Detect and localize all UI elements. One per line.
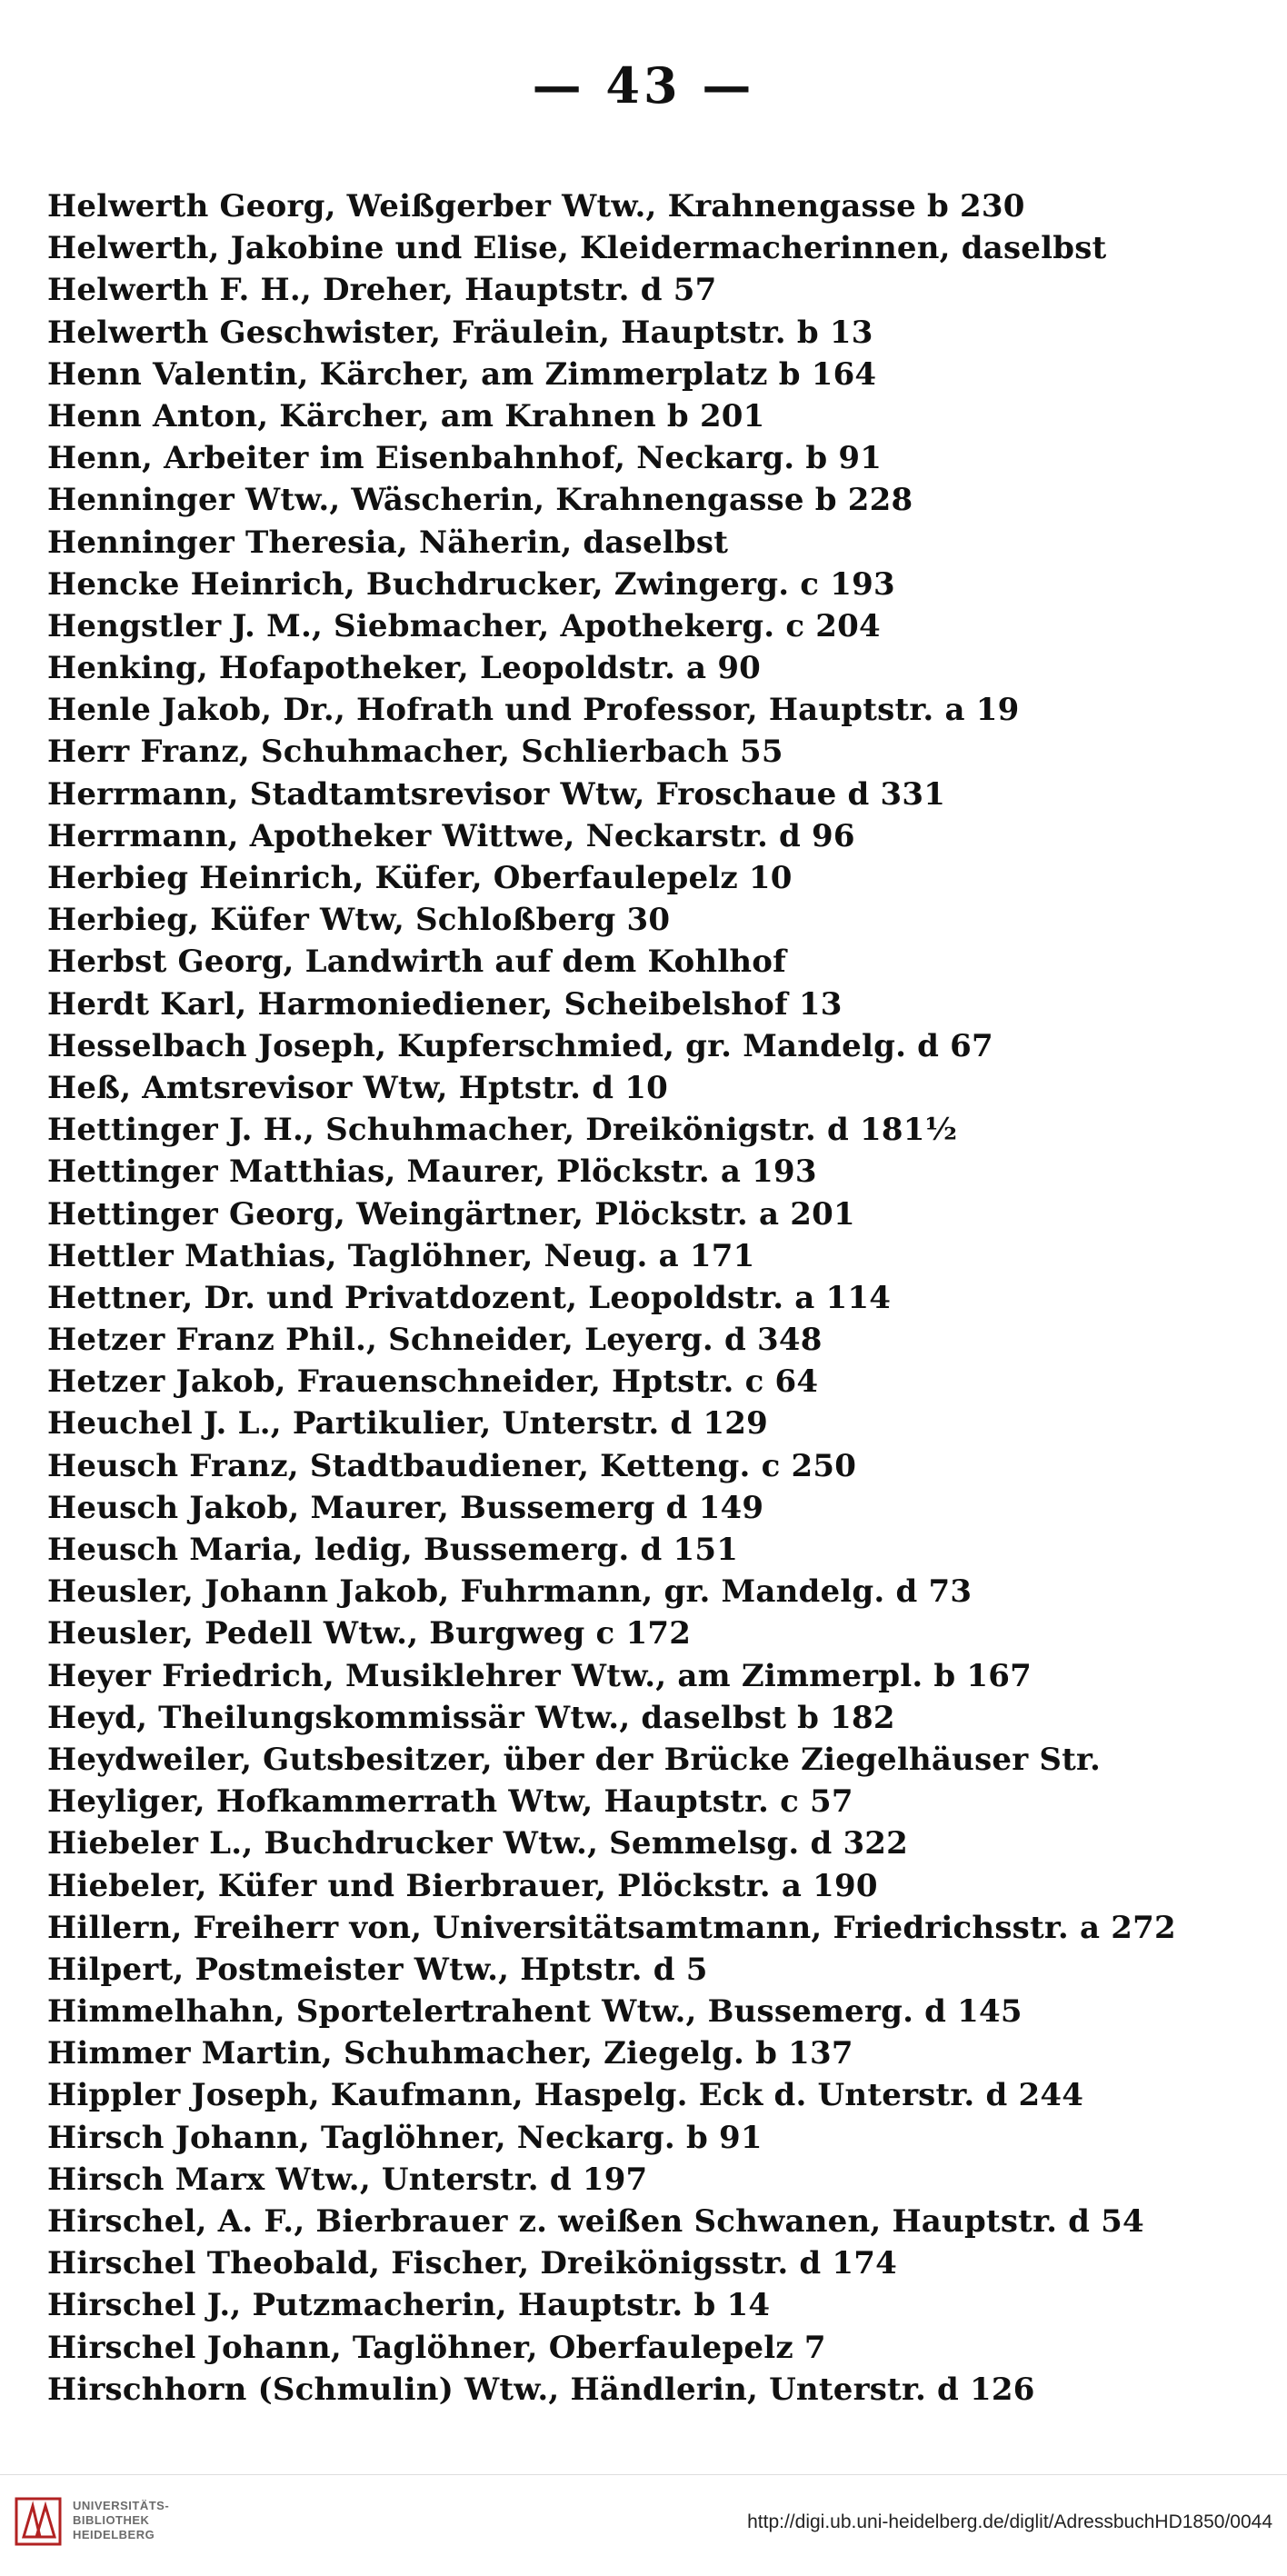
- directory-entry: Hirschel, A. F., Bierbrauer z. weißen Schwanen, Hauptstr. d 54: [47, 2203, 1144, 2240]
- directory-entry: Heyd, Theilungskommissär Wtw., daselbst b 182: [47, 1699, 895, 1736]
- directory-entry: Hettinger Georg, Weingärtner, Plöckstr. a 201: [47, 1195, 855, 1233]
- library-name-line-1: UNIVERSITÄTS-: [73, 2499, 170, 2512]
- directory-entry: Herr Franz, Schuhmacher, Schlierbach 55: [47, 734, 783, 771]
- directory-entry: Himmelhahn, Sportelertrahent Wtw., Bussemerg. d 145: [47, 1993, 1023, 2031]
- directory-entry: Herbieg, Küfer Wtw, Schloßberg 30: [47, 902, 671, 939]
- directory-entry: Hiebeler, Küfer und Bierbrauer, Plöckstr. a 190: [47, 1867, 878, 1904]
- directory-entry: Hengstler J. M., Siebmacher, Apothekerg. c 204: [47, 607, 881, 644]
- directory-entry: Henninger Wtw., Wäscherin, Krahnengasse b 228: [47, 482, 913, 519]
- directory-entry: Hiebeler L., Buchdrucker Wtw., Semmelsg. d 322: [47, 1825, 909, 1862]
- directory-entry: Heyer Friedrich, Musiklehrer Wtw., am Zimmerpl. b 167: [47, 1657, 1032, 1694]
- directory-entry: Henn Anton, Kärcher, am Krahnen b 201: [47, 397, 765, 434]
- directory-entry: Heydweiler, Gutsbesitzer, über der Brücke Ziegelhäuser Str.: [47, 1741, 1102, 1778]
- directory-entry: Herdt Karl, Harmoniediener, Scheibelshof 13: [47, 985, 843, 1023]
- directory-entry: Herbst Georg, Landwirth auf dem Kohlhof: [47, 944, 786, 981]
- directory-entry: Heuchel J. L., Partikulier, Unterstr. d 129: [47, 1405, 769, 1443]
- directory-entry: Hirschhorn (Schmulin) Wtw., Händlerin, Unterstr. d 126: [47, 2371, 1035, 2408]
- directory-entry: Hilpert, Postmeister Wtw., Hptstr. d 5: [47, 1951, 708, 1988]
- university-library-logo-icon: [13, 2493, 64, 2550]
- directory-entry: Hirschel Theobald, Fischer, Dreikönigsstr. d 174: [47, 2245, 897, 2282]
- directory-entry: Hettner, Dr. und Privatdozent, Leopoldstr. a 114: [47, 1279, 892, 1316]
- directory-entry: Hirsch Johann, Taglöhner, Neckarg. b 91: [47, 2119, 763, 2156]
- directory-entry: Herrmann, Stadtamtsrevisor Wtw, Froschaue d 331: [47, 775, 946, 813]
- page-number: — 43 —: [532, 56, 755, 115]
- directory-entry: Henking, Hofapotheker, Leopoldstr. a 90: [47, 650, 762, 687]
- library-name: [73, 2499, 169, 2542]
- directory-entry: Herrmann, Apotheker Wittwe, Neckarstr. d 96: [47, 817, 855, 854]
- directory-entry: Heß, Amtsrevisor Wtw, Hptstr. d 10: [47, 1069, 668, 1106]
- directory-entry: Hirschel Johann, Taglöhner, Oberfaulepelz 7: [47, 2329, 826, 2366]
- directory-entry: Heusler, Pedell Wtw., Burgweg c 172: [47, 1615, 692, 1652]
- directory-entries: [47, 185, 1265, 2411]
- directory-entry: Hettler Mathias, Taglöhner, Neug. a 171: [47, 1237, 755, 1274]
- directory-entry: Hirschel J., Putzmacherin, Hauptstr. b 14: [47, 2287, 771, 2324]
- directory-entry: Hencke Heinrich, Buchdrucker, Zwingerg. c 193: [47, 565, 895, 603]
- directory-entry: Heusch Maria, ledig, Bussemerg. d 151: [47, 1532, 739, 1568]
- library-name-line-3: HEIDELBERG: [73, 2528, 155, 2541]
- source-url-link[interactable]: http://digi.ub.uni-heidelberg.de/diglit/AdressbuchHD1850/0044: [747, 2511, 1272, 2532]
- directory-entry: Henninger Theresia, Näherin, daselbst: [47, 524, 729, 561]
- directory-entry: Henn, Arbeiter im Eisenbahnhof, Neckarg. b 91: [47, 440, 883, 477]
- directory-entry: Hirsch Marx Wtw., Unterstr. d 197: [47, 2161, 648, 2198]
- directory-entry: Helwerth, Jakobine und Elise, Kleidermacherinnen, daselbst: [47, 230, 1107, 267]
- directory-entry: Himmer Martin, Schuhmacher, Ziegelg. b 137: [47, 2035, 853, 2072]
- directory-entry: Hippler Joseph, Kaufmann, Haspelg. Eck d. Unterstr. d 244: [47, 2077, 1084, 2114]
- library-name-line-2: BIBLIOTHEK: [73, 2513, 150, 2527]
- directory-entry: Helwerth F. H., Dreher, Hauptstr. d 57: [47, 272, 717, 309]
- footer-bar: [0, 2474, 1287, 2576]
- directory-entry: Hettinger J. H., Schuhmacher, Dreikönigstr. d 181½: [47, 1112, 958, 1149]
- directory-entry: Heusler, Johann Jakob, Fuhrmann, gr. Mandelg. d 73: [47, 1573, 973, 1611]
- directory-entry: Henle Jakob, Dr., Hofrath und Professor, Hauptstr. a 19: [47, 692, 1020, 729]
- directory-entry: Helwerth Georg, Weißgerber Wtw., Krahnengasse b 230: [47, 188, 1025, 225]
- directory-entry: Helwerth Geschwister, Fräulein, Hauptstr. b 13: [47, 314, 873, 351]
- directory-entry: Heusch Jakob, Maurer, Bussemerg d 149: [47, 1489, 764, 1526]
- directory-entry: Heyliger, Hofkammerrath Wtw, Hauptstr. c 57: [47, 1783, 853, 1821]
- directory-entry: Hetzer Franz Phil., Schneider, Leyerg. d 348: [47, 1322, 823, 1359]
- directory-entry: Heusch Franz, Stadtbaudiener, Ketteng. c 250: [47, 1447, 857, 1484]
- directory-entry: Hillern, Freiherr von, Universitätsamtmann, Friedrichsstr. a 272: [47, 1909, 1176, 1946]
- directory-entry: Hetzer Jakob, Frauenschneider, Hptstr. c 64: [47, 1363, 819, 1401]
- directory-entry: Hettinger Matthias, Maurer, Plöckstr. a 193: [47, 1153, 817, 1191]
- directory-entry: Hesselbach Joseph, Kupferschmied, gr. Mandelg. d 67: [47, 1027, 993, 1064]
- directory-entry: Herbieg Heinrich, Küfer, Oberfaulepelz 10: [47, 860, 793, 896]
- directory-entry: Henn Valentin, Kärcher, am Zimmerplatz b 164: [47, 355, 877, 393]
